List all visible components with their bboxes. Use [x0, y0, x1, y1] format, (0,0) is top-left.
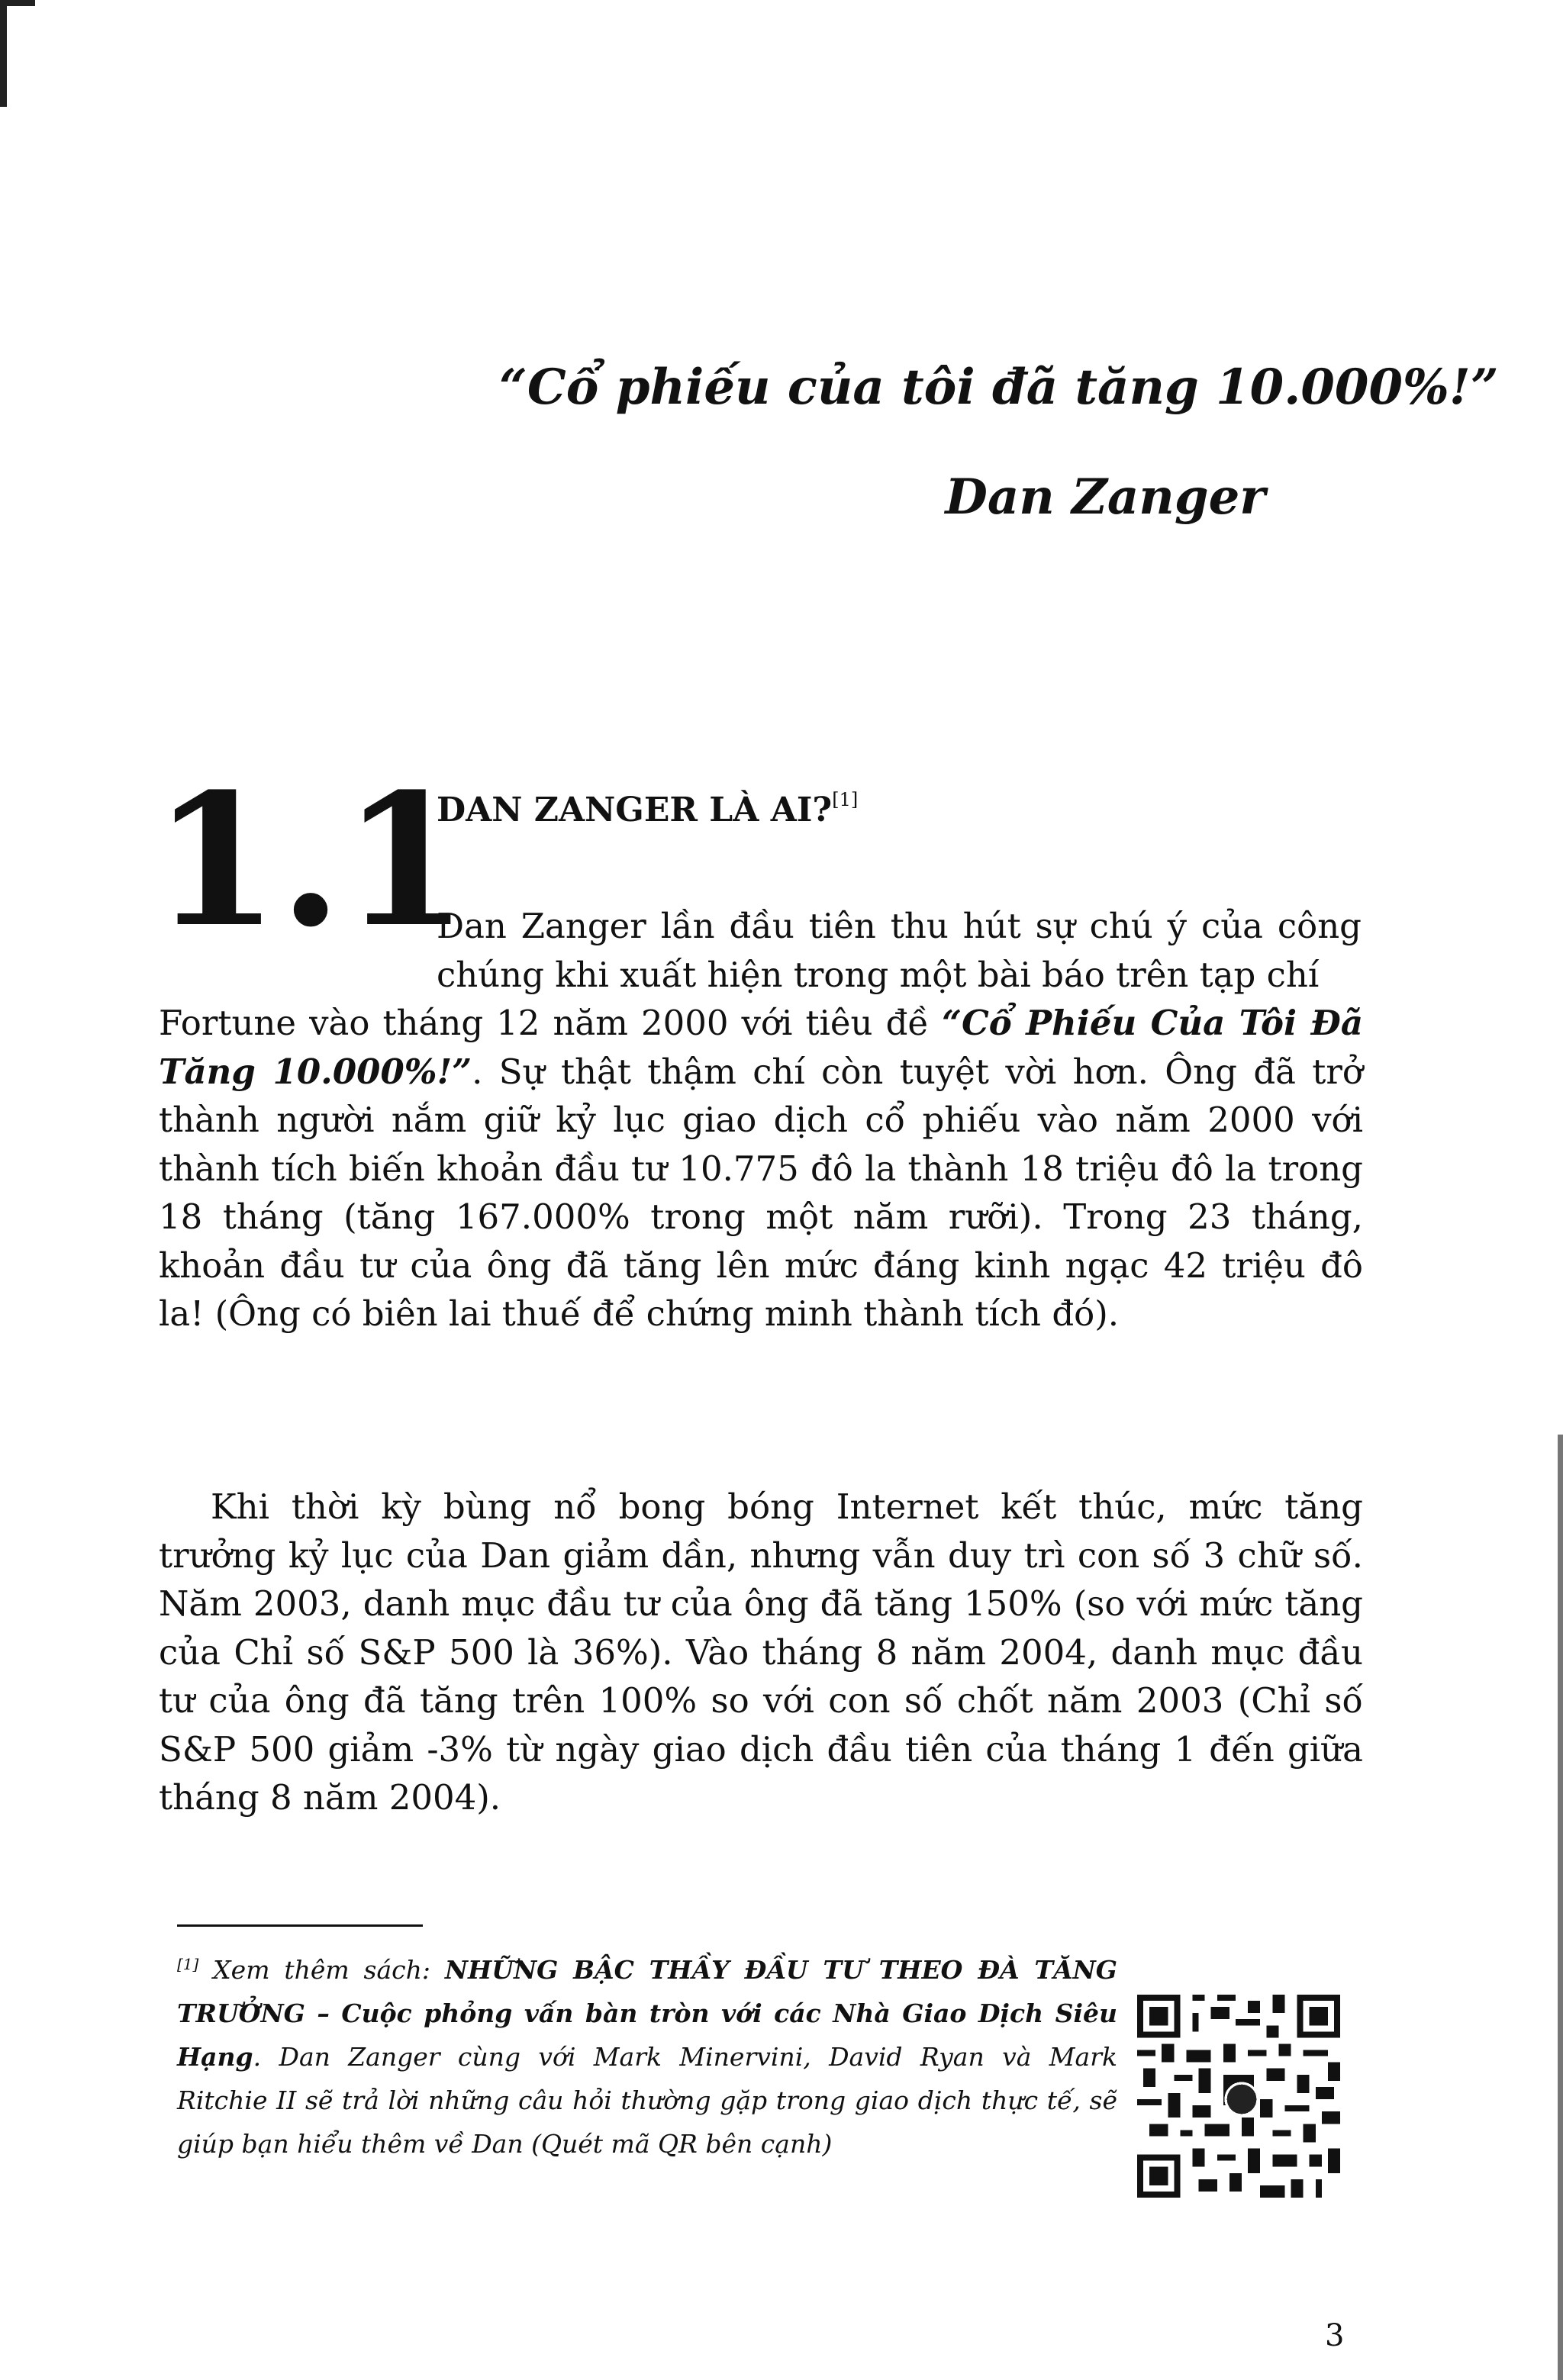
section-title-text: DAN ZANGER LÀ AI?: [437, 791, 833, 829]
article-title: “Cổ Phiếu Của Tôi Đã Tăng 10.000%!”: [159, 1003, 1363, 1092]
footnote-body: . Dan Zanger cùng với Mark Minervini, David Ryan và Mark Ritchie II sẽ trả lời những câu hỏi thường gặp trong giao dịch thực tế, sẽ giúp bạn hiểu thêm về Dan (Quét mã QR bên cạnh): [177, 2042, 1117, 2159]
paragraph-2: Khi thời kỳ bùng nổ bong bóng Internet kết thúc, mức tăng trưởng kỷ lục của Dan giảm dần, nhưng vẫn duy trì con số 3 chữ số. Năm 2003, danh mục đầu tư của ông đã tăng 150% (so với mức tăng của Chỉ số S&P 500 là 36%). Vào tháng 8 năm 2004, danh mục đầu tư của ông đã tăng trên 100% so với con số chốt năm 2003 (Chỉ số S&P 500 giảm -3% từ ngày giao dịch đầu tiên của tháng 1 đến giữa tháng 8 năm 2004).: [159, 1486, 1363, 1818]
epigraph-quote: “Cổ phiếu của tôi đã tăng 10.000%!”: [499, 359, 1499, 416]
section-number: 1.1: [153, 755, 469, 968]
footnote-marker: [1]: [177, 1955, 199, 1973]
footnote: [177, 1943, 1117, 2166]
paragraph-1: [159, 999, 1363, 1338]
footnote-ref: [1]: [832, 789, 859, 810]
footnote-divider: [177, 1924, 423, 1927]
footnote-lead: Xem thêm sách:: [198, 1955, 445, 1985]
paragraph-1-text: . Sự thật thậm chí còn tuyệt vời hơn. Ông đã trở thành người nắm giữ kỷ lục giao dịch cổ phiếu vào năm 2000 với thành tích biến khoản đầu tư 10.775 đô la thành 18 triệu đô la trong 18 tháng (tăng 167.000% trong một năm rưỡi). Trong 23 tháng, khoản đầu tư của ông đã tăng lên mức đáng kinh ngạc 42 triệu đô la! (Ông có biên lai thuế để chứng minh thành tích đó).: [159, 1051, 1363, 1334]
footnote-book-title: NHỮNG BẬC THẦY ĐẦU TƯ THEO ĐÀ TĂNG TRƯỞNG – Cuộc phỏng vấn bàn tròn với các Nhà Giao Dịch Siêu Hạng: [177, 1955, 1117, 2072]
paragraph-1-text: Fortune vào tháng 12 năm 2000 với tiêu đề: [159, 1003, 943, 1043]
section-title: [437, 791, 858, 829]
qr-code-icon: [1137, 1995, 1340, 2198]
scan-edge: [0, 0, 7, 107]
page-number: 3: [1325, 2318, 1345, 2353]
epigraph-author: Dan Zanger: [945, 469, 1265, 526]
paragraph-1-lead: Dan Zanger lần đầu tiên thu hút sự chú ý của công chúng khi xuất hiện trong một bài báo trên tạp chí: [437, 906, 1362, 995]
scan-edge: [1558, 1435, 1563, 2380]
